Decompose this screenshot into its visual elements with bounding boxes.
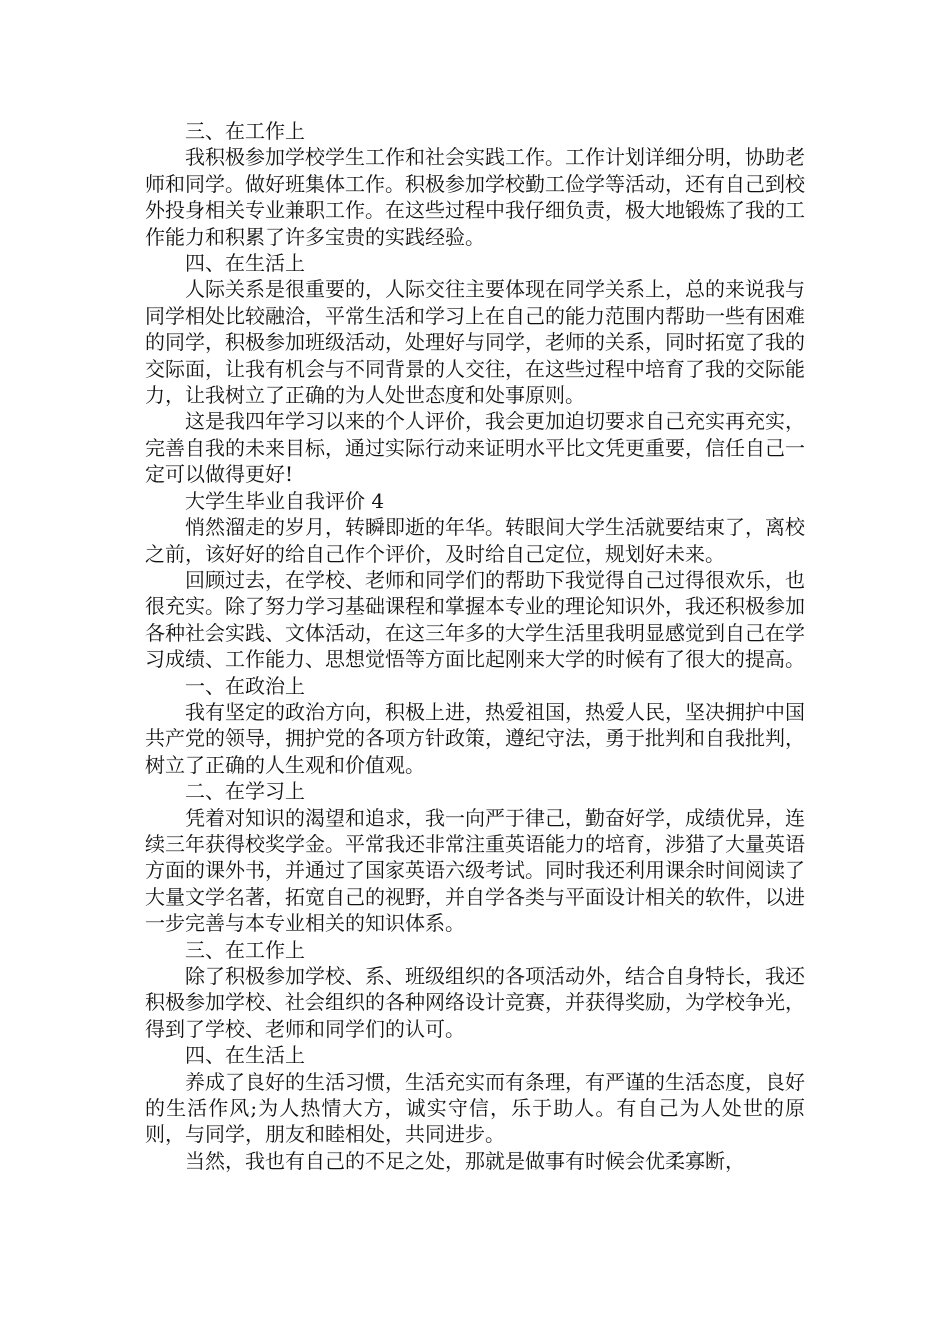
paragraph-conclusion: 这是我四年学习以来的个人评价，我会更加迫切要求自己充实再充实，完善自我的未来目标，通过实际行动来证明水平比文凭更重要，信任自己一定可以做得更好! <box>145 409 805 487</box>
paragraph-relationships: 人际关系是很重要的，人际交往主要体现在同学关系上，总的来说我与同学相处比较融洽，平常生活和学习上在自己的能力范围内帮助一些有困难的同学，积极参加班级活动，处理好与同学，老师的关系，同时拓宽了我的交际面，让我有机会与不同背景的人交往，在这些过程中培育了我的交际能力，让我树立了正确的为人处世态度和处事原则。 <box>145 277 805 408</box>
section-heading-life: 四、在生活上 <box>185 251 305 276</box>
paragraph-study: 凭着对知识的渴望和追求，我一向严于律己，勤奋好学，成绩优异，连续三年获得校奖学金。平常我还非常注重英语能力的培育，涉猎了大量英语方面的课外书，并通过了国家英语六级考试。同时我还利用课余时间阅读了大量文学名著，拓宽自己的视野，并自学各类与平面设计相关的软件，以进一步完善与本专业相关的知识体系。 <box>145 805 805 936</box>
article-title: 大学生毕业自我评价 4 <box>185 488 385 513</box>
paragraph-life-2: 养成了良好的生活习惯，生活充实而有条理，有严谨的生活态度，良好的生活作风;为人热情大方，诚实守信，乐于助人。有自己为人处世的原则，与同学，朋友和睦相处，共同进步。 <box>145 1069 805 1147</box>
paragraph-shortcomings: 当然，我也有自己的不足之处，那就是做事有时候会优柔寡断， <box>185 1148 745 1173</box>
paragraph-politics: 我有坚定的政治方向，积极上进，热爱祖国，热爱人民，坚决拥护中国共产党的领导，拥护党的各项方针政策，遵纪守法，勇于批判和自我批判，树立了正确的人生观和价值观。 <box>145 699 805 777</box>
paragraph-review: 回顾过去，在学校、老师和同学们的帮助下我觉得自己过得很欢乐，也很充实。除了努力学习基础课程和掌握本专业的理论知识外，我还积极参加各种社会实践、文体活动，在这三年多的大学生活里我明显感觉到自己在学习成绩、工作能力、思想觉悟等方面比起刚来大学的时候有了很大的提高。 <box>145 567 805 672</box>
section-heading-study: 二、在学习上 <box>185 779 305 804</box>
section-heading-work: 三、在工作上 <box>185 119 305 143</box>
paragraph-work: 我积极参加学校学生工作和社会实践工作。工作计划详细分明，协助老师和同学。做好班集体工作。积极参加学校勤工俭学等活动，还有自己到校外投身相关专业兼职工作。在这些过程中我仔细负责，极大地锻炼了我的工作能力和积累了许多宝贵的实践经验。 <box>145 145 805 249</box>
paragraph-intro: 悄然溜走的岁月，转瞬即逝的年华。转眼间大学生活就要结束了，离校之前，该好好的给自己作个评价，及时给自己定位，规划好未来。 <box>145 515 805 566</box>
paragraph-work-2: 除了积极参加学校、系、班级组织的各项活动外，结合自身特长，我还积极参加学校、社会组织的各种网络设计竞赛，并获得奖励，为学校争光，得到了学校、老师和同学们的认可。 <box>145 964 805 1041</box>
section-heading-life-2: 四、在生活上 <box>185 1043 305 1068</box>
section-heading-work-2: 三、在工作上 <box>185 937 305 962</box>
section-heading-politics: 一、在政治上 <box>185 673 305 698</box>
document-body <box>145 118 805 1174</box>
